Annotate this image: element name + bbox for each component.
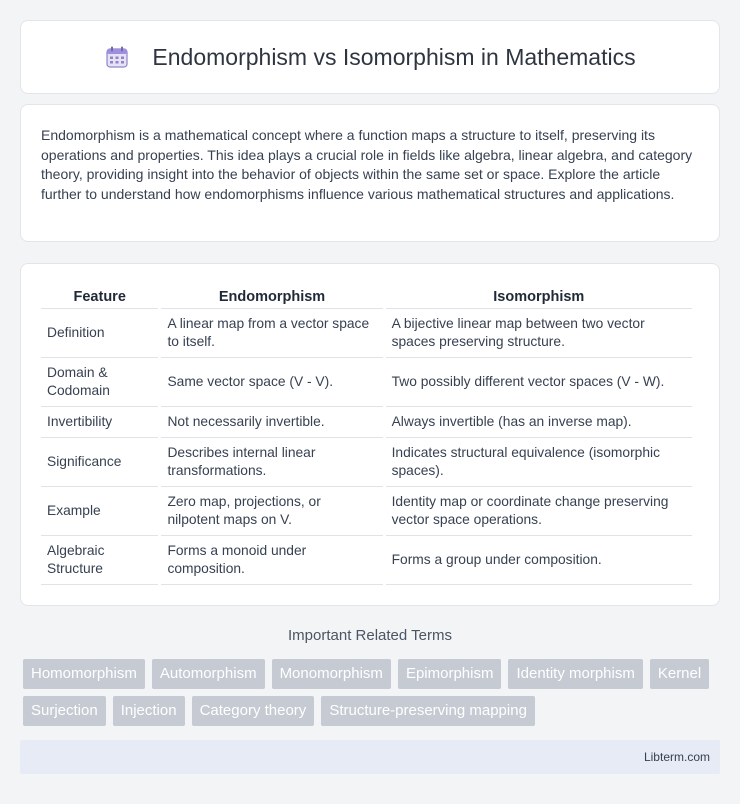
table-header-row: [41, 284, 692, 309]
row-isomorphism: Forms a group under composition.: [386, 536, 692, 585]
tag-kernel[interactable]: Kernel: [650, 659, 709, 689]
row-isomorphism: A bijective linear map between two vector spaces preserving structure.: [386, 309, 692, 358]
tag-structure-preserving-mapping[interactable]: Structure-preserving mapping: [321, 696, 535, 726]
row-feature: Invertibility: [41, 407, 158, 438]
footer: [20, 740, 720, 774]
page-title: [104, 44, 635, 71]
row-feature: Algebraic Structure: [41, 536, 158, 585]
calendar-icon: [104, 44, 130, 70]
tag-surjection[interactable]: Surjection: [23, 696, 106, 726]
table-row: [41, 438, 692, 487]
row-isomorphism: Two possibly different vector spaces (V - W).: [386, 358, 692, 407]
table-row: [41, 309, 692, 358]
table-row: [41, 407, 692, 438]
comparison-card: [20, 263, 720, 606]
row-isomorphism: Identity map or coordinate change preserving vector space operations.: [386, 487, 692, 536]
related-terms-title: Important Related Terms: [288, 627, 452, 644]
tag-injection[interactable]: Injection: [113, 696, 185, 726]
row-endomorphism: A linear map from a vector space to itself.: [161, 309, 382, 358]
tag-identity-morphism[interactable]: Identity morphism: [508, 659, 642, 689]
row-feature: Domain & Codomain: [41, 358, 158, 407]
page-title-text: Endomorphism vs Isomorphism in Mathematics: [152, 43, 636, 70]
row-endomorphism: Same vector space (V - V).: [161, 358, 382, 407]
row-feature: Definition: [41, 309, 158, 358]
table-row: [41, 536, 692, 585]
table-row: [41, 358, 692, 407]
tag-automorphism[interactable]: Automorphism: [152, 659, 265, 689]
intro-card: [20, 104, 720, 242]
related-terms-list: [23, 659, 723, 726]
row-isomorphism: Indicates structural equivalence (isomorphic spaces).: [386, 438, 692, 487]
row-endomorphism: Not necessarily invertible.: [161, 407, 382, 438]
header-isomorphism: Isomorphism: [386, 284, 692, 309]
header-endomorphism: Endomorphism: [161, 284, 382, 309]
table-row: [41, 487, 692, 536]
row-isomorphism: Always invertible (has an inverse map).: [386, 407, 692, 438]
title-card: [20, 20, 720, 94]
row-feature: Significance: [41, 438, 158, 487]
tag-homomorphism[interactable]: Homomorphism: [23, 659, 145, 689]
intro-text: Endomorphism is a mathematical concept where a function maps a structure to itself, preserving its operations and properties. This idea plays a crucial role in fields like algebra, linear algebra, and category theory, providing insight into the behavior of objects within the same set or space. Explore the article further to understand how endomorphisms influence various mathematical structures and applications.: [41, 127, 693, 202]
row-endomorphism: Forms a monoid under composition.: [161, 536, 382, 585]
tag-epimorphism[interactable]: Epimorphism: [398, 659, 502, 689]
tag-category-theory[interactable]: Category theory: [192, 696, 315, 726]
row-feature: Example: [41, 487, 158, 536]
footer-link[interactable]: Libterm.com: [643, 750, 710, 764]
tag-monomorphism[interactable]: Monomorphism: [272, 659, 391, 689]
comparison-table: [38, 284, 695, 585]
row-endomorphism: Zero map, projections, or nilpotent maps on V.: [161, 487, 382, 536]
header-feature: Feature: [41, 284, 158, 309]
row-endomorphism: Describes internal linear transformations.: [161, 438, 382, 487]
